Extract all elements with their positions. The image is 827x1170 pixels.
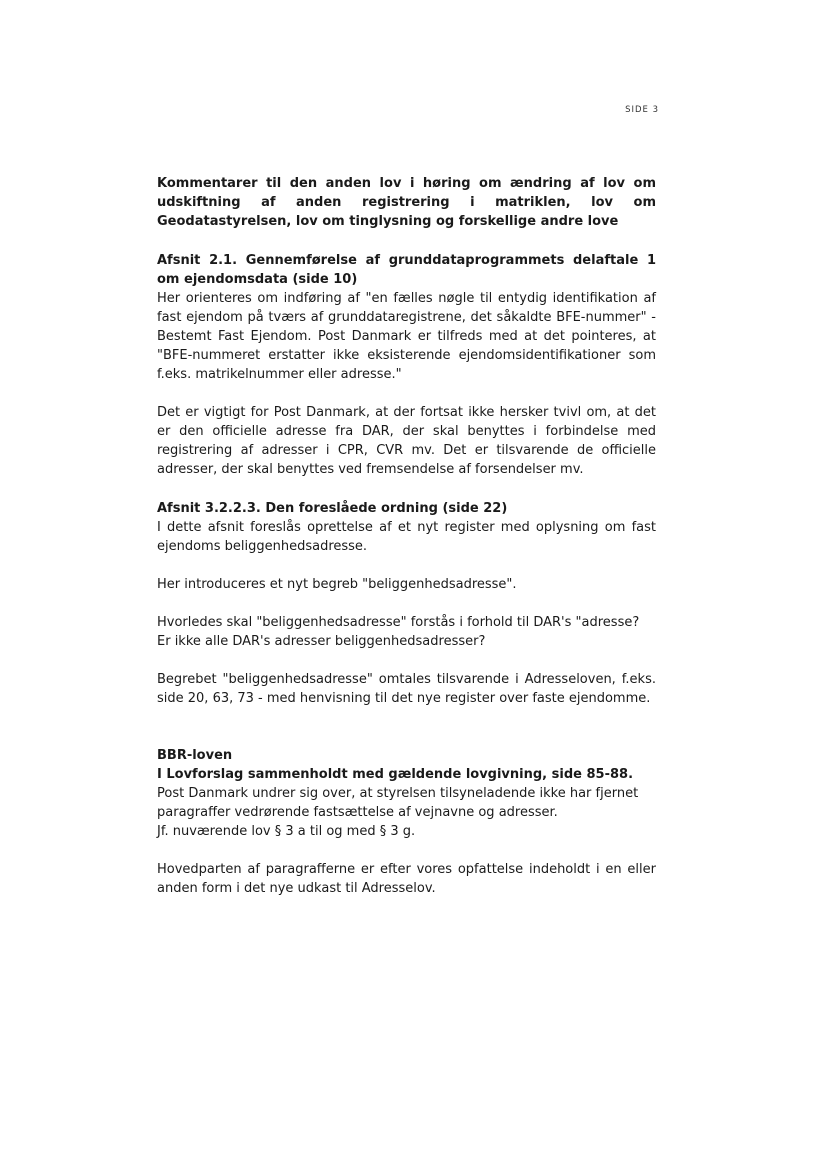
section-bbr-paragraph-2: Hovedparten af paragrafferne er efter vores opfattelse indeholdt i en eller anden form i det nye udkast til Adresselov. <box>157 862 656 896</box>
page-number-label: SIDE 3 <box>625 105 659 115</box>
section-3-2-2-3-paragraph-2: Her introduceres et nyt begreb "beliggenhedsadresse". <box>157 577 517 592</box>
section-bbr-paragraph-1: Post Danmark undrer sig over, at styrelsen tilsyneladende ikke har fjernet paragraffer vedrørende fastsættelse af vejnavne og adresser. <box>157 786 639 820</box>
section-3-2-2-3-paragraph-4: Begrebet "beliggenhedsadresse" omtales tilsvarende i Adresseloven, f.eks. side 20, 63, 73 - med henvisning til det nye register over faste ejendomme. <box>157 672 656 706</box>
section-3-2-2-3-question-2: Er ikke alle DAR's adresser beliggenhedsadresser? <box>157 634 486 649</box>
section-heading-bbr-loven: BBR-loven <box>157 748 233 763</box>
section-3-2-2-3-paragraph-1: I dette afsnit foreslås oprettelse af et nyt register med oplysning om fast ejendoms beliggenhedsadresse. <box>157 520 656 554</box>
section-bbr-loven <box>157 746 656 898</box>
section-2-1-paragraph-2: Det er vigtigt for Post Danmark, at der fortsat ikke hersker tvivl om, at det er den officielle adresse fra DAR, der skal benyttes i forbindelse med registrering af adresser i CPR, CVR mv. Det er tilsvarende de officielle adresser, der skal benyttes ved fremsendelse af forsendelser mv. <box>157 405 656 477</box>
section-heading-3-2-2-3: Afsnit 3.2.2.3. Den foreslåede ordning (side 22) <box>157 501 508 516</box>
section-3-2-2-3-question-1: Hvorledes skal "beliggenhedsadresse" forstås i forhold til DAR's "adresse? <box>157 615 640 630</box>
document-title: Kommentarer til den anden lov i høring om ændring af lov om udskiftning af anden registrering i matriklen, lov om Geodatastyrelsen, lov om tinglysning og forskellige andre love <box>157 176 656 229</box>
section-bbr-reference: Jf. nuværende lov § 3 a til og med § 3 g. <box>157 824 416 839</box>
section-2-1-paragraph-1: Her orienteres om indføring af "en fælles nøgle til entydig identifikation af fast ejendom på tværs af grunddataregistrene, det såkaldte BFE-nummer" - Bestemt Fast Ejendom. Post Danmark er tilfreds med at det pointeres, at "BFE-nummeret erstatter ikke eksisterende ejendomsidentifikationer som f.eks. matrikelnummer eller adresse." <box>157 291 656 382</box>
section-heading-2-1: Afsnit 2.1. Gennemførelse af grunddataprogrammets delaftale 1 om ejendomsdata (side 10) <box>157 253 656 287</box>
document-body <box>157 174 656 898</box>
section-afsnit-3-2-2-3 <box>157 499 656 708</box>
section-subheading-lovforslag: I Lovforslag sammenholdt med gældende lovgivning, side 85-88. <box>157 767 634 782</box>
section-afsnit-2-1 <box>157 251 656 479</box>
